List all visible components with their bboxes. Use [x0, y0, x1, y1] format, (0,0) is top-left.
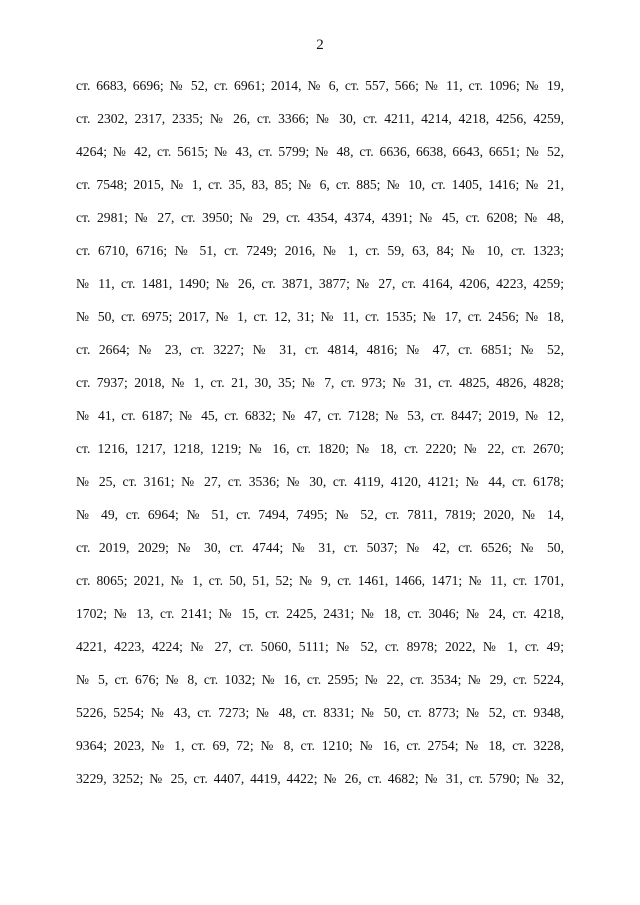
text-line: 3229, 3252; № 25, ст. 4407, 4419, 4422; № 26, ст. 4682; № 31, ст. 5790; № 32, — [76, 771, 564, 786]
text-line: 5226, 5254; № 43, ст. 7273; № 48, ст. 8331; № 50, ст. 8773; № 52, ст. 9348, — [76, 705, 564, 720]
text-line: 4264; № 42, ст. 5615; № 43, ст. 5799; № 48, ст. 6636, 6638, 6643, 6651; № 52, — [76, 144, 564, 159]
text-line: № 49, ст. 6964; № 51, ст. 7494, 7495; № 52, ст. 7811, 7819; 2020, № 14, — [76, 507, 564, 522]
text-line: № 25, ст. 3161; № 27, ст. 3536; № 30, ст. 4119, 4120, 4121; № 44, ст. 6178; — [76, 474, 564, 489]
text-line: ст. 2019, 2029; № 30, ст. 4744; № 31, ст. 5037; № 42, ст. 6526; № 50, — [76, 540, 564, 555]
text-line: ст. 7937; 2018, № 1, ст. 21, 30, 35; № 7, ст. 973; № 31, ст. 4825, 4826, 4828; — [76, 375, 564, 390]
legal-citation-text — [76, 76, 564, 802]
text-line: 4221, 4223, 4224; № 27, ст. 5060, 5111; № 52, ст. 8978; 2022, № 1, ст. 49; — [76, 639, 564, 654]
text-line: ст. 6710, 6716; № 51, ст. 7249; 2016, № 1, ст. 59, 63, 84; № 10, ст. 1323; — [76, 243, 564, 258]
page-number: 2 — [316, 37, 324, 53]
text-line: № 5, ст. 676; № 8, ст. 1032; № 16, ст. 2595; № 22, ст. 3534; № 29, ст. 5224, — [76, 672, 564, 687]
text-line: 1702; № 13, ст. 2141; № 15, ст. 2425, 2431; № 18, ст. 3046; № 24, ст. 4218, — [76, 606, 564, 621]
text-line: № 41, ст. 6187; № 45, ст. 6832; № 47, ст. 7128; № 53, ст. 8447; 2019, № 12, — [76, 408, 564, 423]
text-line: ст. 1216, 1217, 1218, 1219; № 16, ст. 1820; № 18, ст. 2220; № 22, ст. 2670; — [76, 441, 564, 456]
text-line: ст. 2664; № 23, ст. 3227; № 31, ст. 4814, 4816; № 47, ст. 6851; № 52, — [76, 342, 564, 357]
text-line: № 50, ст. 6975; 2017, № 1, ст. 12, 31; № 11, ст. 1535; № 17, ст. 2456; № 18, — [76, 309, 564, 324]
text-line: ст. 2302, 2317, 2335; № 26, ст. 3366; № 30, ст. 4211, 4214, 4218, 4256, 4259, — [76, 111, 564, 126]
text-line: ст. 8065; 2021, № 1, ст. 50, 51, 52; № 9, ст. 1461, 1466, 1471; № 11, ст. 1701, — [76, 573, 564, 588]
text-line: 9364; 2023, № 1, ст. 69, 72; № 8, ст. 1210; № 16, ст. 2754; № 18, ст. 3228, — [76, 738, 564, 753]
text-line: ст. 7548; 2015, № 1, ст. 35, 83, 85; № 6, ст. 885; № 10, ст. 1405, 1416; № 21, — [76, 177, 564, 192]
text-line: № 11, ст. 1481, 1490; № 26, ст. 3871, 3877; № 27, ст. 4164, 4206, 4223, 4259; — [76, 276, 564, 291]
text-line: ст. 6683, 6696; № 52, ст. 6961; 2014, № 6, ст. 557, 566; № 11, ст. 1096; № 19, — [76, 78, 564, 93]
text-line: ст. 2981; № 27, ст. 3950; № 29, ст. 4354, 4374, 4391; № 45, ст. 6208; № 48, — [76, 210, 564, 225]
